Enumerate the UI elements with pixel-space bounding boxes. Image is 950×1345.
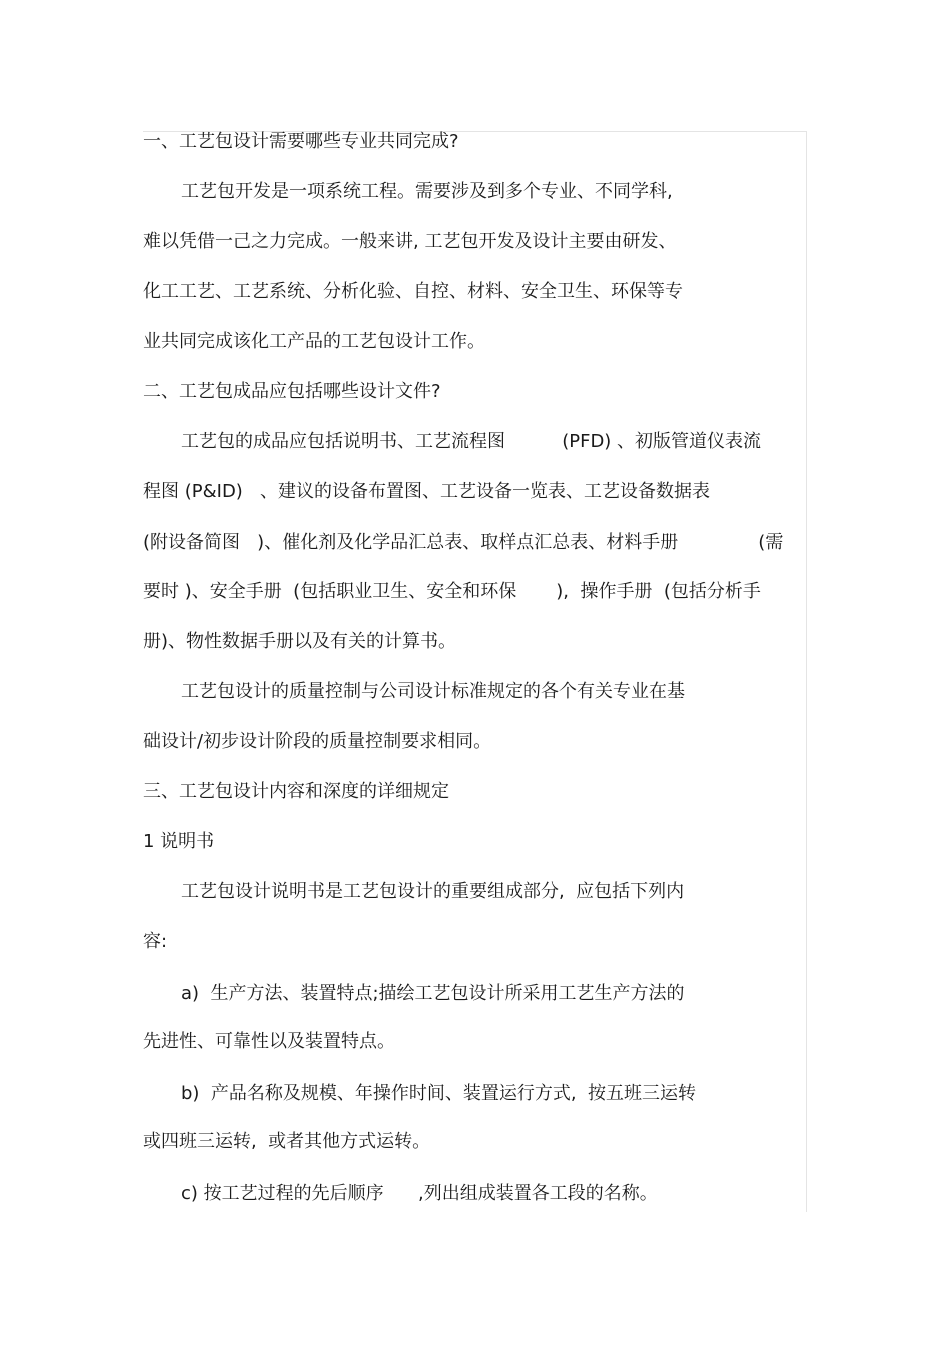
heading-section-3: 三、工艺包设计内容和深度的详细规定 <box>143 781 449 802</box>
paragraph-line: 要时 )、安全手册 (包括职业卫生、安全和环保 ), 操作手册 (包括分析手 <box>143 581 761 602</box>
paragraph-line: 工艺包设计的质量控制与公司设计标准规定的各个有关专业在基 <box>181 681 685 702</box>
list-item-line: 或四班三运转, 或者其他方式运转。 <box>143 1131 431 1152</box>
subheading: 1 说明书 <box>143 831 215 852</box>
paragraph-line: 容: <box>143 931 168 952</box>
heading-section-2: 二、工艺包成品应包括哪些设计文件? <box>143 381 441 402</box>
paragraph-line: 工艺包设计说明书是工艺包设计的重要组成部分, 应包括下列内 <box>181 881 685 902</box>
paragraph-line: 册)、物性数据手册以及有关的计算书。 <box>143 631 457 652</box>
paragraph-line: 业共同完成该化工产品的工艺包设计工作。 <box>143 331 485 352</box>
heading-section-1: 一、工艺包设计需要哪些专业共同完成? <box>143 131 459 152</box>
paragraph-line: 工艺包开发是一项系统工程。需要涉及到多个专业、不同学科, <box>181 181 673 202</box>
paragraph-line: 工艺包的成品应包括说明书、工艺流程图 (PFD) 、初版管道仪表流 <box>181 431 762 452</box>
paragraph-line: (附设备简图 )、催化剂及化学品汇总表、取样点汇总表、材料手册 (需 <box>143 532 784 553</box>
page-frame-right <box>806 131 807 1212</box>
paragraph-line: 程图 (P&ID) 、建议的设备布置图、工艺设备一览表、工艺设备数据表 <box>143 481 710 502</box>
paragraph-line: 础设计/初步设计阶段的质量控制要求相同。 <box>143 731 492 752</box>
list-item-line: c) 按工艺过程的先后顺序 ,列出组成装置各工段的名称。 <box>181 1183 658 1204</box>
paragraph-line: 化工工艺、工艺系统、分析化验、自控、材料、安全卫生、环保等专 <box>143 281 683 302</box>
list-item-line: 先进性、可靠性以及装置特点。 <box>143 1031 395 1052</box>
list-item-line: b) 产品名称及规模、年操作时间、装置运行方式, 按五班三运转 <box>181 1083 697 1104</box>
list-item-line: a) 生产方法、装置特点;描绘工艺包设计所采用工艺生产方法的 <box>181 983 685 1004</box>
paragraph-line: 难以凭借一己之力完成。一般来讲, 工艺包开发及设计主要由研发、 <box>143 231 677 252</box>
